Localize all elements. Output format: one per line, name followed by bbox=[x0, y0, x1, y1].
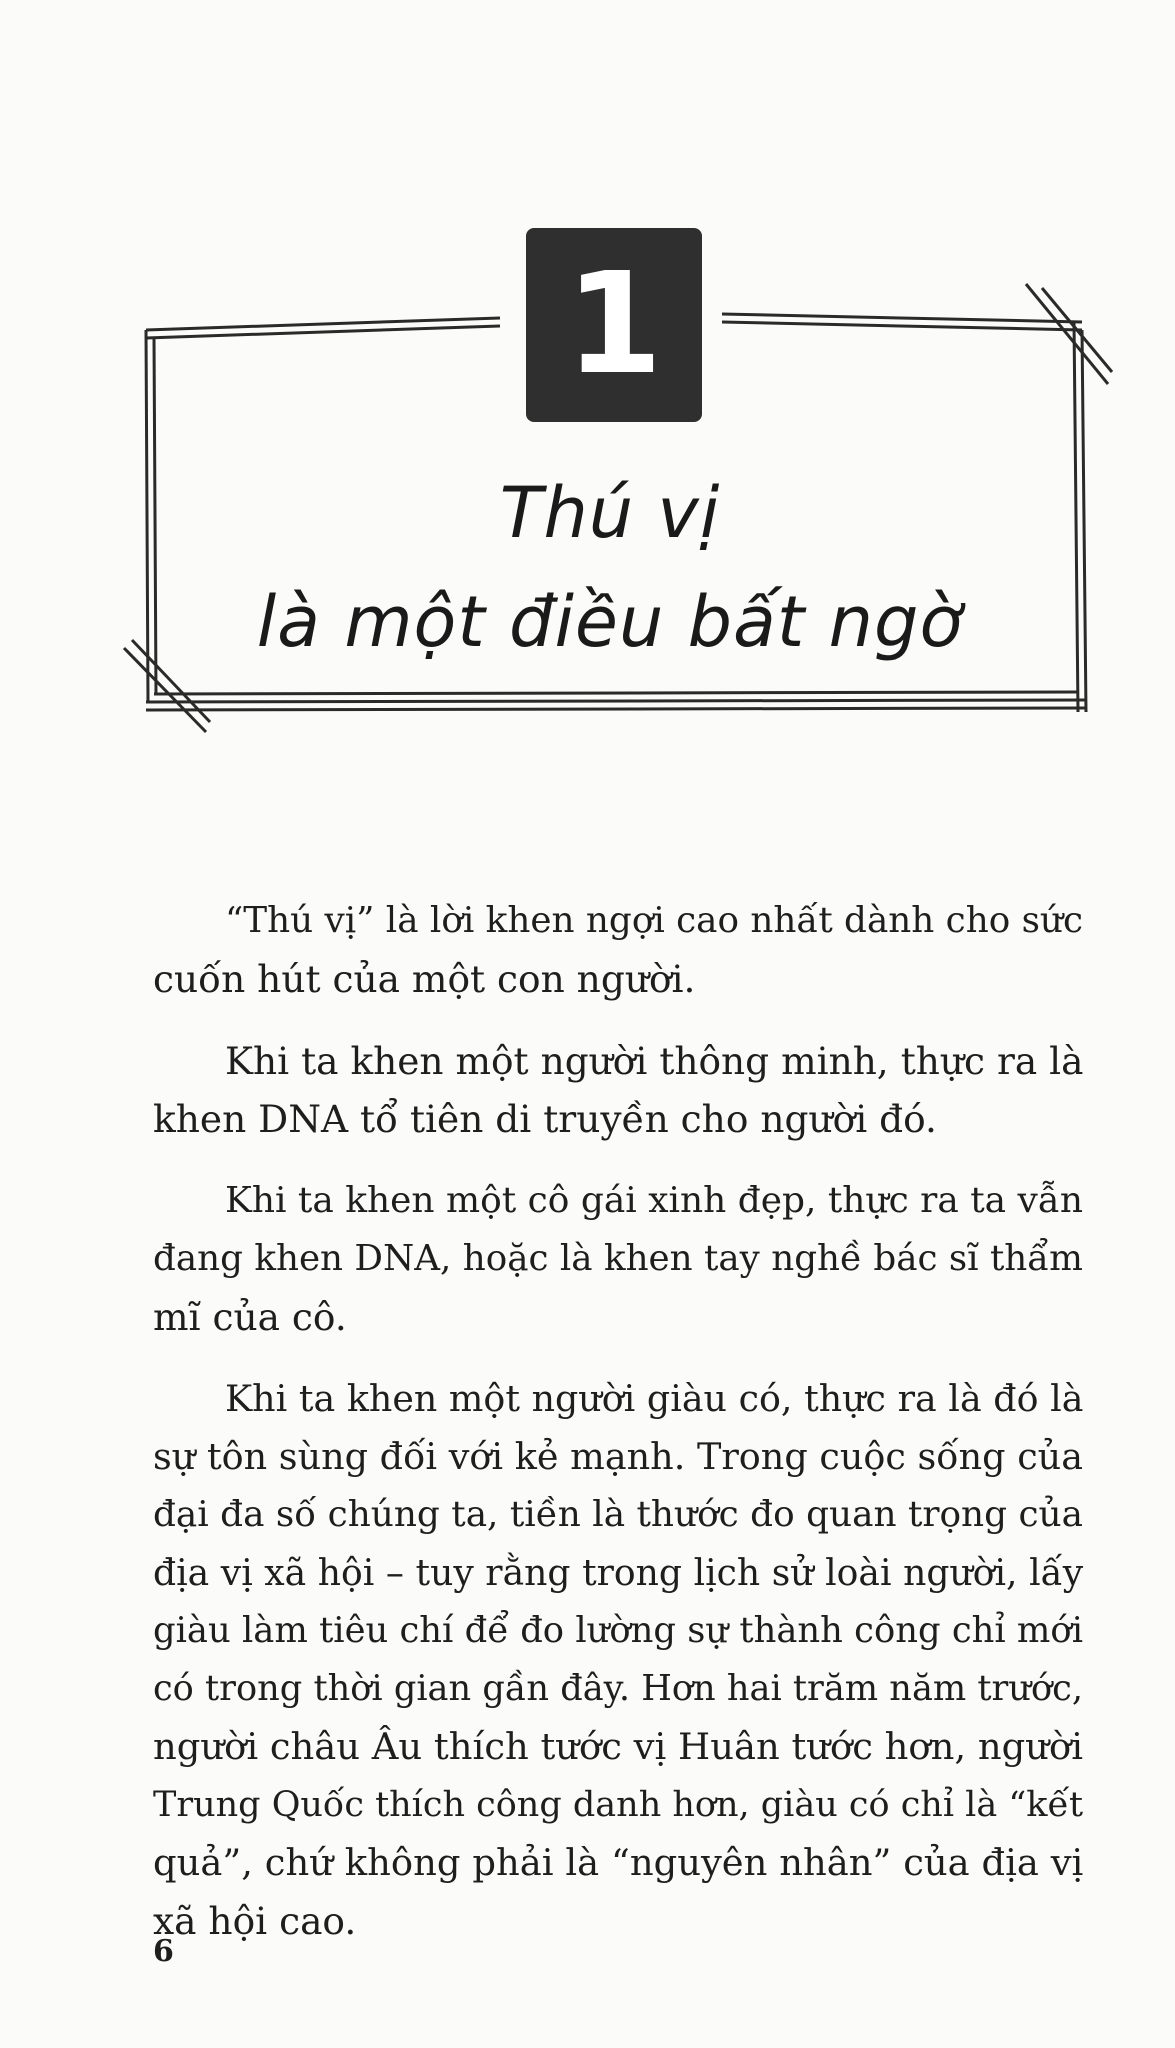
text-line: sự tôn sùng đối với kẻ mạnh. Trong cuộc sống của bbox=[153, 1435, 1083, 1478]
chapter-number-badge bbox=[526, 228, 702, 422]
text-line: quả”, chứ không phải là “nguyên nhân” của địa vị bbox=[153, 1841, 1084, 1884]
text-line: địa vị xã hội – tuy rằng trong lịch sử loài người, lấy bbox=[153, 1551, 1084, 1594]
chapter-number: 1 bbox=[565, 243, 663, 406]
page-number: 6 bbox=[153, 1934, 174, 1969]
text-line: Khi ta khen một cô gái xinh đẹp, thực ra ta vẫn bbox=[225, 1180, 1083, 1221]
text-line: “Thú vị” là lời khen ngợi cao nhất dành cho sức bbox=[225, 900, 1083, 941]
paragraph bbox=[153, 1370, 1083, 1950]
text-line: có trong thời gian gần đây. Hơn hai trăm năm trước, bbox=[153, 1668, 1083, 1709]
text-line: cuốn hút của một con người. bbox=[153, 957, 696, 1001]
paragraph bbox=[153, 1032, 1083, 1148]
text-line: đang khen DNA, hoặc là khen tay nghề bác sĩ thẩm bbox=[153, 1238, 1083, 1279]
chapter-title-line-1: Thú vị bbox=[499, 472, 721, 554]
text-line: mĩ của cô. bbox=[153, 1295, 347, 1339]
text-line: đại đa số chúng ta, tiền là thước đo quan trọng của bbox=[153, 1494, 1083, 1535]
text-line: giàu làm tiêu chí để đo lường sự thành công chỉ mới bbox=[153, 1610, 1083, 1651]
text-line: Khi ta khen một người giàu có, thực ra là đó là bbox=[225, 1377, 1084, 1420]
text-line: khen DNA tổ tiên di truyền cho người đó. bbox=[153, 1097, 937, 1141]
text-line: Khi ta khen một người thông minh, thực ra là bbox=[225, 1039, 1084, 1083]
chapter-title-line-2: là một điều bất ngờ bbox=[256, 581, 964, 663]
body-text bbox=[153, 892, 1083, 1974]
paragraph bbox=[153, 1172, 1083, 1346]
text-line: Trung Quốc thích công danh hơn, giàu có chỉ là “kết bbox=[153, 1785, 1084, 1825]
paragraph bbox=[153, 892, 1083, 1008]
text-line: người châu Âu thích tước vị Huân tước hơn, người bbox=[153, 1725, 1083, 1768]
text-line: xã hội cao. bbox=[153, 1899, 357, 1943]
